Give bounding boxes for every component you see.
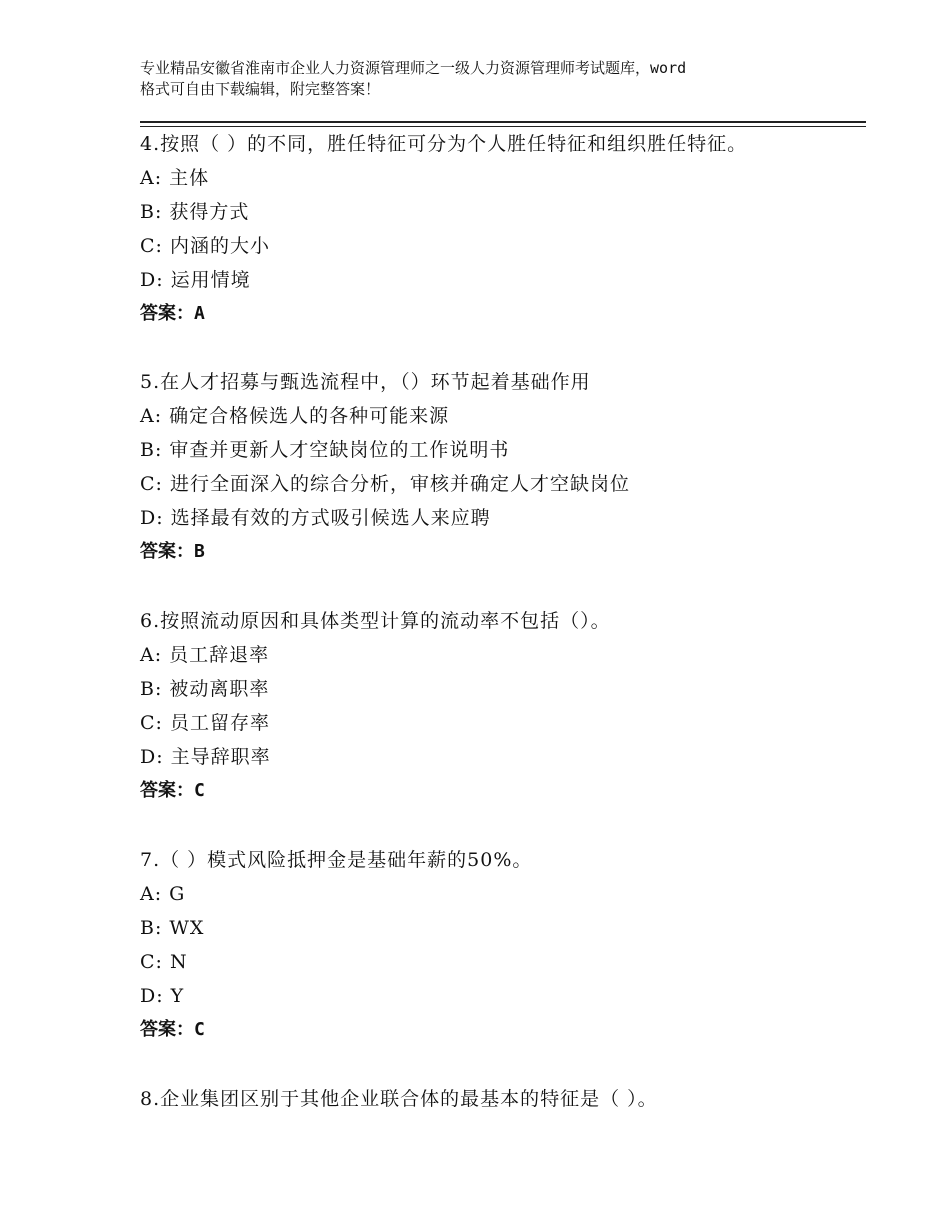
question-stem: 5.在人才招募与甄选流程中，（）环节起着基础作用 <box>140 371 591 393</box>
option-d: D: 选择最有效的方式吸引候选人来应聘 <box>140 507 491 529</box>
option-d: D: 运用情境 <box>140 269 251 291</box>
option-d: D: Y <box>140 985 185 1007</box>
option-b: B: 获得方式 <box>140 201 250 223</box>
header-line-2: 格式可自由下载编辑，附完整答案！ <box>140 80 381 98</box>
question-5 <box>140 365 860 569</box>
question-6 <box>140 604 860 808</box>
question-stem: 7.（ ）模式风险抵押金是基础年薪的50%。 <box>140 849 533 871</box>
option-a: A: 主体 <box>140 167 210 189</box>
answer-label: 答案：C <box>140 1019 205 1040</box>
option-c: C: 进行全面深入的综合分析，审核并确定人才空缺岗位 <box>140 473 630 495</box>
question-stem: 4.按照（ ）的不同，胜任特征可分为个人胜任特征和组织胜任特征。 <box>140 133 748 155</box>
option-b: B: 审查并更新人才空缺岗位的工作说明书 <box>140 439 510 461</box>
question-7 <box>140 843 860 1047</box>
question-stem: 6.按照流动原因和具体类型计算的流动率不包括（）。 <box>140 610 611 632</box>
header-divider-thick <box>140 121 866 123</box>
option-b: B: 被动离职率 <box>140 678 270 700</box>
answer-label: 答案：B <box>140 541 205 562</box>
answer-label: 答案：A <box>140 303 205 324</box>
option-d: D: 主导辞职率 <box>140 746 271 768</box>
answer-label: 答案：C <box>140 780 205 801</box>
option-b: B: WX <box>140 917 205 939</box>
question-stem: 8.企业集团区别于其他企业联合体的最基本的特征是（ ）。 <box>140 1088 658 1110</box>
option-a: A: 确定合格候选人的各种可能来源 <box>140 405 450 427</box>
option-c: C: N <box>140 951 188 973</box>
option-a: A: G <box>140 883 186 905</box>
option-a: A: 员工辞退率 <box>140 644 270 666</box>
document-header <box>140 58 840 100</box>
header-line-1: 专业精品安徽省淮南市企业人力资源管理师之一级人力资源管理师考试题库，word <box>140 59 687 77</box>
option-c: C: 员工留存率 <box>140 712 270 734</box>
question-4 <box>140 127 860 331</box>
question-8 <box>140 1082 860 1116</box>
option-c: C: 内涵的大小 <box>140 235 270 257</box>
